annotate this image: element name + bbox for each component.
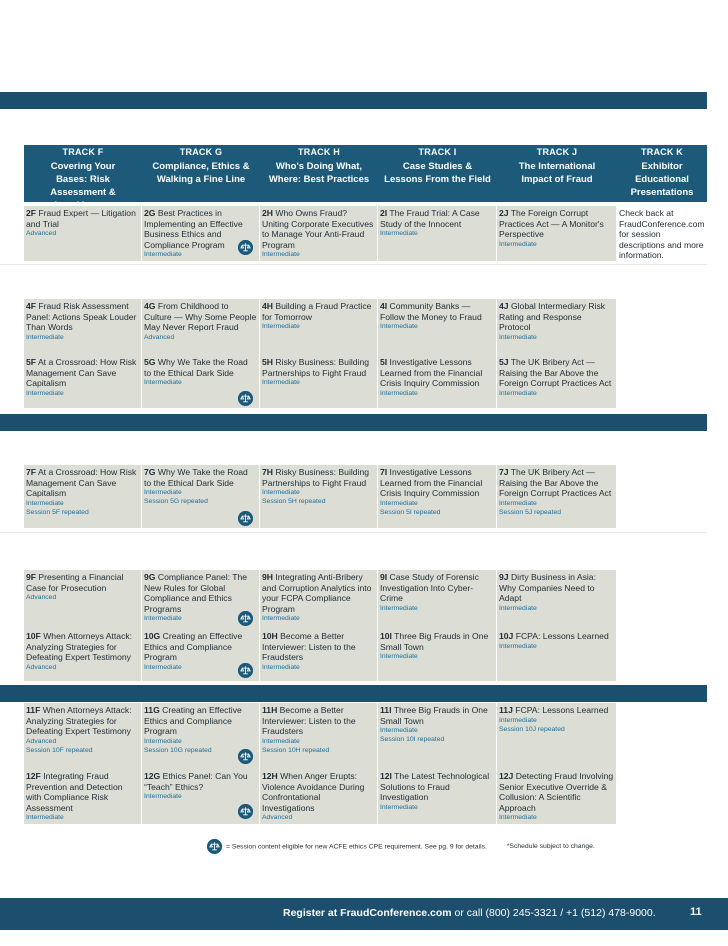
register-link[interactable]: Register at FraudConference.com bbox=[283, 907, 452, 919]
session-10h[interactable] bbox=[262, 631, 375, 672]
page-number: 11 bbox=[690, 906, 702, 918]
session-4j[interactable] bbox=[499, 301, 614, 342]
session-level: Intermediate bbox=[499, 333, 537, 341]
session-5f[interactable] bbox=[26, 357, 139, 398]
session-title: Become a Better Interviewer: Listen to the Fraudsters bbox=[262, 631, 356, 662]
session-repeat: Session 5G repeated bbox=[144, 498, 208, 505]
session-9f-10f[interactable] bbox=[24, 570, 141, 681]
session-11i-12i[interactable] bbox=[378, 703, 496, 824]
session-code: 7H bbox=[262, 467, 273, 477]
session-title: Creating an Effective Ethics and Compliance Program bbox=[144, 705, 242, 736]
session-code: 2F bbox=[26, 208, 37, 218]
session-code: 2J bbox=[499, 208, 509, 218]
session-12i[interactable] bbox=[380, 771, 494, 812]
track-h-header bbox=[260, 145, 378, 202]
top-band bbox=[0, 92, 707, 109]
track-label: TRACK F bbox=[62, 147, 104, 157]
session-code: 4I bbox=[380, 301, 388, 311]
session-title: Dirty Business in Asia: Why Companies Need to Adapt bbox=[499, 572, 596, 603]
session-title: At a Crossroad: How Risk Management Can Save Capitalism bbox=[26, 467, 137, 498]
session-code: 5H bbox=[262, 357, 273, 367]
time-band bbox=[0, 414, 707, 431]
session-title: Creating an Effective Ethics and Compliance Program bbox=[144, 631, 243, 662]
time-band bbox=[0, 685, 707, 702]
session-9i[interactable] bbox=[380, 572, 494, 613]
session-title: Integrating Anti-Bribery and Corruption Analytics into your FCPA Compliance Program bbox=[262, 572, 372, 614]
session-level: Intermediate bbox=[144, 615, 182, 622]
ethics-note: = Session content eligible for new ACFE ethics CPE requirement. See pg. 9 for details. bbox=[226, 843, 487, 851]
ethics-scale-icon bbox=[238, 804, 253, 819]
track-j-header bbox=[497, 145, 617, 202]
session-title: When Attorneys Attack: Analyzing Strategies for Defeating Expert Testimony bbox=[26, 705, 132, 736]
session-level: Intermediate bbox=[380, 499, 418, 507]
session-code: 4F bbox=[26, 301, 37, 311]
ethics-scale-icon bbox=[238, 511, 253, 526]
session-code: 7G bbox=[144, 467, 156, 477]
session-title: Why We Take the Road to the Ethical Dark Side bbox=[144, 357, 248, 378]
session-level: Intermediate bbox=[262, 251, 300, 258]
session-9g-10g[interactable] bbox=[142, 570, 259, 681]
session-level: Intermediate bbox=[499, 499, 537, 507]
session-11j[interactable] bbox=[499, 705, 614, 734]
session-11f-12f[interactable] bbox=[24, 703, 141, 824]
track-label: TRACK I bbox=[418, 147, 457, 157]
session-11i[interactable] bbox=[380, 705, 494, 744]
session-block-9-10 bbox=[24, 570, 707, 681]
session-repeat: Session 10I repeated bbox=[380, 736, 445, 743]
session-code: 10J bbox=[499, 631, 514, 641]
exhibitor-note: Check back at FraudConference.com for session descriptions and more information. bbox=[619, 208, 705, 260]
ethics-scale-icon bbox=[238, 749, 253, 764]
session-level: Intermediate bbox=[26, 814, 64, 821]
track-label: TRACK H bbox=[298, 147, 340, 157]
session-4g[interactable] bbox=[144, 301, 257, 342]
session-title: Best Practices in Implementing an Effective Business Ethics and Compliance Program bbox=[144, 208, 243, 250]
session-repeat: Session 5J repeated bbox=[499, 508, 561, 516]
session-4f-5f[interactable] bbox=[24, 299, 141, 408]
session-code: 11J bbox=[499, 705, 513, 715]
session-2f[interactable] bbox=[24, 206, 141, 261]
track-title: Case Studies & Lessons From the Field bbox=[384, 161, 491, 185]
session-7g[interactable] bbox=[142, 465, 259, 528]
session-level: Intermediate bbox=[380, 323, 418, 330]
session-title: Who Owns Fraud? Uniting Corporate Executives to Manage Your Anti-Fraud Program bbox=[262, 208, 374, 250]
session-code: 12J bbox=[499, 771, 514, 781]
session-11g[interactable] bbox=[144, 705, 257, 755]
session-4g-5g[interactable] bbox=[142, 299, 259, 408]
session-level: Intermediate bbox=[380, 604, 418, 612]
session-4i-5i[interactable] bbox=[378, 299, 496, 408]
session-code: 11I bbox=[380, 705, 392, 715]
session-code: 12F bbox=[26, 771, 41, 781]
session-code: 5G bbox=[144, 357, 156, 367]
session-level: Intermediate bbox=[262, 737, 300, 745]
divider bbox=[0, 264, 707, 265]
session-code: 2G bbox=[144, 208, 156, 218]
session-title: Presenting a Financial Case for Prosecution bbox=[26, 572, 124, 593]
session-code: 9F bbox=[26, 572, 37, 582]
session-code: 12I bbox=[380, 771, 392, 781]
session-12j[interactable] bbox=[499, 771, 614, 822]
session-level: Intermediate bbox=[380, 803, 418, 811]
track-g-header bbox=[142, 145, 260, 202]
session-5i[interactable] bbox=[380, 357, 494, 398]
session-code: 11H bbox=[262, 705, 278, 715]
session-title: Risky Business: Building Partnerships to Fight Fraud bbox=[262, 467, 370, 488]
session-repeat: Session 5I repeated bbox=[380, 508, 441, 516]
session-code: 9G bbox=[144, 572, 156, 582]
session-level: Intermediate bbox=[144, 489, 182, 496]
session-title: The Foreign Corrupt Practices Act — A Monitor's Perspective bbox=[499, 208, 604, 239]
session-level: Intermediate bbox=[262, 615, 300, 622]
session-code: 7F bbox=[26, 467, 37, 477]
session-level: Intermediate bbox=[380, 653, 418, 660]
session-12g[interactable] bbox=[144, 771, 257, 801]
session-level: Intermediate bbox=[262, 663, 300, 671]
session-title: Why We Take the Road to the Ethical Dark Side bbox=[144, 467, 248, 488]
session-4f[interactable] bbox=[26, 301, 139, 342]
session-code: 11F bbox=[26, 705, 41, 715]
track-title: Exhibitor Educational Presentations bbox=[630, 161, 694, 198]
session-7i[interactable] bbox=[378, 465, 496, 528]
session-title: When Anger Erupts: Violence Avoidance During Confrontational Investigations bbox=[262, 771, 365, 813]
session-5j[interactable] bbox=[499, 357, 614, 398]
session-level: Intermediate bbox=[144, 251, 182, 258]
session-block-2 bbox=[24, 206, 707, 261]
session-11h[interactable] bbox=[262, 705, 375, 755]
session-title: At a Crossroad: How Risk Management Can Save Capitalism bbox=[26, 357, 137, 388]
session-title: Ethics Panel: Can You “Teach” Ethics? bbox=[144, 771, 248, 792]
session-11j-12j[interactable] bbox=[497, 703, 616, 824]
session-level: Advanced bbox=[26, 737, 57, 745]
session-2h[interactable] bbox=[260, 206, 377, 261]
session-code: 12G bbox=[144, 771, 161, 781]
session-title: Detecting Fraud Involving Senior Executive Override & Collusion: A Scientific Approach bbox=[499, 771, 614, 813]
session-title: Fraud Expert — Litigation and Trial bbox=[26, 208, 136, 229]
session-level: Intermediate bbox=[262, 379, 300, 386]
session-title: Community Banks — Follow the Money to Fraud bbox=[380, 301, 482, 322]
session-title: Investigative Lessons Learned from the Financial Crisis Inquiry Commission bbox=[380, 357, 483, 388]
session-title: From Childhood to Culture — Why Some People May Never Report Fraud bbox=[144, 301, 257, 332]
session-5h[interactable] bbox=[262, 357, 375, 387]
session-level: Intermediate bbox=[499, 389, 537, 397]
ethics-scale-icon bbox=[238, 663, 253, 678]
session-4i[interactable] bbox=[380, 301, 494, 331]
session-level: Advanced bbox=[262, 814, 293, 821]
session-9i-10i[interactable] bbox=[378, 570, 496, 681]
session-level: Intermediate bbox=[499, 240, 537, 248]
session-level: Intermediate bbox=[144, 379, 182, 386]
session-10f[interactable] bbox=[26, 631, 139, 672]
session-9h[interactable] bbox=[262, 572, 375, 623]
session-title: When Attorneys Attack: Analyzing Strategies for Defeating Expert Testimony bbox=[26, 631, 133, 662]
track-k-header bbox=[617, 145, 707, 202]
session-title: Become a Better Interviewer: Listen to the Fraudsters bbox=[262, 705, 356, 736]
session-2i[interactable] bbox=[378, 206, 496, 261]
legend bbox=[207, 839, 595, 854]
session-code: 10H bbox=[262, 631, 278, 641]
session-11f[interactable] bbox=[26, 705, 139, 755]
session-4h-5h[interactable] bbox=[260, 299, 377, 408]
session-9f[interactable] bbox=[26, 572, 139, 602]
session-7j[interactable] bbox=[497, 465, 616, 528]
session-9h-10h[interactable] bbox=[260, 570, 377, 681]
session-level: Intermediate bbox=[499, 642, 537, 650]
track-header-row bbox=[24, 145, 707, 202]
session-code: 7J bbox=[499, 467, 509, 477]
session-code: 5J bbox=[499, 357, 509, 367]
ethics-scale-icon bbox=[238, 611, 253, 626]
track-title: The International Impact of Fraud bbox=[518, 161, 596, 185]
session-repeat: Session 5H repeated bbox=[262, 498, 326, 505]
track-k-note bbox=[617, 206, 707, 261]
session-level: Intermediate bbox=[262, 489, 300, 496]
ethics-scale-icon bbox=[238, 391, 253, 406]
track-label: TRACK G bbox=[179, 147, 223, 157]
session-level: Advanced bbox=[144, 333, 175, 341]
session-title: Compliance Panel: The New Rules for Global Compliance and Ethics Programs bbox=[144, 572, 248, 614]
session-code: 10F bbox=[26, 631, 41, 641]
session-title: The Fraud Trial: A Case Study of the Innocent bbox=[380, 208, 480, 229]
session-level: Intermediate bbox=[144, 737, 182, 745]
session-title: Global Intermediary Risk Rating and Response Protocol bbox=[499, 301, 606, 332]
session-repeat: Session 10J repeated bbox=[499, 725, 565, 733]
session-level: Intermediate bbox=[144, 663, 182, 671]
session-title: FCPA: Lessons Learned bbox=[513, 631, 609, 641]
track-i-header bbox=[378, 145, 497, 202]
session-repeat: Session 10F repeated bbox=[26, 746, 93, 754]
session-level: Intermediate bbox=[499, 716, 537, 724]
session-code: 9I bbox=[380, 572, 388, 582]
session-title: Three Big Frauds in One Small Town bbox=[380, 705, 488, 726]
session-level: Intermediate bbox=[499, 814, 537, 821]
track-title: Covering Your Bases: Risk Assessment & bbox=[50, 161, 116, 198]
session-level: Intermediate bbox=[262, 323, 300, 330]
ethics-scale-icon bbox=[207, 839, 222, 854]
session-code: 10I bbox=[380, 631, 392, 641]
session-level: Advanced bbox=[26, 594, 57, 601]
session-title: Fraud Risk Assessment Panel: Actions Speak Louder Than Words bbox=[26, 301, 137, 332]
footer-text bbox=[283, 907, 656, 919]
session-code: 12H bbox=[262, 771, 278, 781]
session-code: 9J bbox=[499, 572, 509, 582]
session-9j-10j[interactable] bbox=[497, 570, 616, 681]
session-title: Case Study of Forensic Investigation Into Cyber-Crime bbox=[380, 572, 479, 603]
track-label: TRACK J bbox=[536, 147, 578, 157]
session-7f[interactable] bbox=[24, 465, 141, 528]
session-repeat: Session 10H repeated bbox=[262, 746, 330, 754]
session-level: Intermediate bbox=[380, 727, 418, 734]
session-title: Risky Business: Building Partnerships to Fight Fraud bbox=[262, 357, 370, 378]
session-12f[interactable] bbox=[26, 771, 139, 822]
session-code: 5I bbox=[380, 357, 388, 367]
track-title: Who's Doing What, Where: Best Practices bbox=[268, 161, 370, 185]
session-11g-12g[interactable] bbox=[142, 703, 259, 824]
track-f-header bbox=[24, 145, 142, 202]
session-title: Building a Fraud Practice for Tomorrow bbox=[262, 301, 372, 322]
session-code: 9H bbox=[262, 572, 273, 582]
session-9j[interactable] bbox=[499, 572, 614, 613]
session-level: Intermediate bbox=[380, 230, 418, 237]
session-12h[interactable] bbox=[262, 771, 375, 822]
track-title: Compliance, Ethics & Walking a Fine Line bbox=[152, 161, 250, 185]
session-title: Three Big Frauds in One Small Town bbox=[380, 631, 489, 652]
divider bbox=[0, 532, 707, 533]
session-code: 11G bbox=[144, 705, 160, 715]
session-10j[interactable] bbox=[499, 631, 614, 651]
session-level: Intermediate bbox=[380, 389, 418, 397]
session-title: The Latest Technological Solutions to Fraud Investigation bbox=[380, 771, 490, 802]
session-repeat: Session 10G repeated bbox=[144, 746, 212, 754]
session-block-11-12 bbox=[24, 703, 707, 824]
session-code: 5F bbox=[26, 357, 37, 367]
session-title: The UK Bribery Act — Raising the Bar Above the Foreign Corrupt Practices Act bbox=[499, 357, 612, 388]
session-code: 2I bbox=[380, 208, 388, 218]
session-block-7 bbox=[24, 465, 707, 528]
session-2g[interactable] bbox=[142, 206, 259, 261]
session-level: Advanced bbox=[26, 663, 57, 671]
schedule-note: *Schedule subject to change. bbox=[506, 843, 595, 851]
session-5g[interactable] bbox=[144, 357, 257, 387]
session-code: 4J bbox=[499, 301, 509, 311]
session-11h-12h[interactable] bbox=[260, 703, 377, 824]
session-code: 10G bbox=[144, 631, 161, 641]
session-level: Intermediate bbox=[26, 333, 64, 341]
session-7h[interactable] bbox=[260, 465, 377, 528]
session-4h[interactable] bbox=[262, 301, 375, 331]
session-title: Investigative Lessons Learned from the Financial Crisis Inquiry Commission bbox=[380, 467, 483, 498]
session-code: 7I bbox=[380, 467, 388, 477]
session-4j-5j[interactable] bbox=[497, 299, 616, 408]
session-level: Intermediate bbox=[499, 604, 537, 612]
track-label: TRACK K bbox=[641, 147, 683, 157]
session-level: Intermediate bbox=[144, 793, 182, 800]
session-title: FCPA: Lessons Learned bbox=[512, 705, 609, 715]
session-level: Intermediate bbox=[26, 499, 64, 507]
session-repeat: Session 5F repeated bbox=[26, 508, 89, 516]
session-block-4-5 bbox=[24, 299, 707, 408]
session-2j[interactable] bbox=[497, 206, 616, 261]
session-code: 4G bbox=[144, 301, 156, 311]
session-code: 4H bbox=[262, 301, 273, 311]
session-title: The UK Bribery Act — Raising the Bar Above the Foreign Corrupt Practices Act bbox=[499, 467, 612, 498]
session-code: 2H bbox=[262, 208, 273, 218]
session-level: Advanced bbox=[26, 230, 57, 237]
session-10i[interactable] bbox=[380, 631, 494, 661]
ethics-scale-icon bbox=[238, 240, 253, 255]
session-title: Integrating Fraud Prevention and Detection with Compliance Risk Assessment bbox=[26, 771, 123, 813]
footer-phone: or call (800) 245-3321 / +1 (512) 478-9000. bbox=[451, 907, 656, 919]
session-level: Intermediate bbox=[26, 389, 64, 397]
